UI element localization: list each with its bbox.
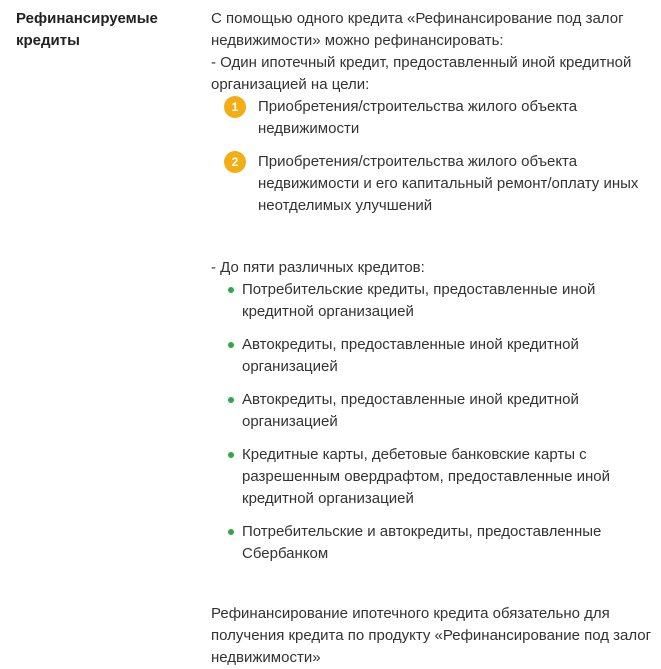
intro-text: С помощью одного кредита «Рефинансирование под залог недвижимости» можно рефинансировать: bbox=[211, 10, 624, 49]
section-spacer bbox=[211, 576, 656, 603]
purpose-text: Приобретения/строительства жилого объекта недвижимости bbox=[258, 98, 578, 137]
loan-text: Автокредиты, предоставленные иной кредитной организацией bbox=[242, 391, 579, 430]
footer-note: Рефинансирование ипотечного кредита обязательно для получения кредита по продукту «Рефинансирование под залог недвижимости» bbox=[211, 605, 652, 666]
list-item bbox=[211, 334, 656, 378]
mortgage-header: - Один ипотечный кредит, предоставленный иной кредитной организацией на цели: bbox=[211, 54, 632, 93]
section-spacer bbox=[211, 228, 656, 257]
loan-text: Кредитные карты, дебетовые банковские карты с разрешенным овердрафтом, предоставленные иной кредитной организацией bbox=[242, 446, 610, 507]
loan-text: Потребительские кредиты, предоставленные иной кредитной организацией bbox=[242, 281, 596, 320]
list-item bbox=[211, 96, 656, 140]
bullet-icon bbox=[228, 529, 234, 535]
loans-list bbox=[211, 279, 656, 565]
list-item bbox=[211, 151, 656, 217]
row-content bbox=[211, 8, 656, 669]
number-badge-icon: 2 bbox=[224, 151, 246, 173]
loan-text: Автокредиты, предоставленные иной кредитной организацией bbox=[242, 336, 579, 375]
list-item bbox=[211, 279, 656, 323]
list-item bbox=[211, 389, 656, 433]
purpose-text: Приобретения/строительства жилого объекта недвижимости и его капитальный ремонт/оплату иных неотделимых улучшений bbox=[258, 153, 639, 214]
row-label: Рефинансируемые кредиты bbox=[16, 10, 158, 49]
bullet-icon bbox=[228, 287, 234, 293]
number-badge-icon: 1 bbox=[224, 96, 246, 118]
list-item bbox=[211, 521, 656, 565]
loan-text: Потребительские и автокредиты, предоставленные Сбербанком bbox=[242, 523, 602, 562]
bullet-icon bbox=[228, 452, 234, 458]
mortgage-purposes-list bbox=[211, 96, 656, 217]
bullet-icon bbox=[228, 342, 234, 348]
loans-header: - До пяти различных кредитов: bbox=[211, 259, 425, 276]
list-item bbox=[211, 444, 656, 510]
bullet-icon bbox=[228, 397, 234, 403]
